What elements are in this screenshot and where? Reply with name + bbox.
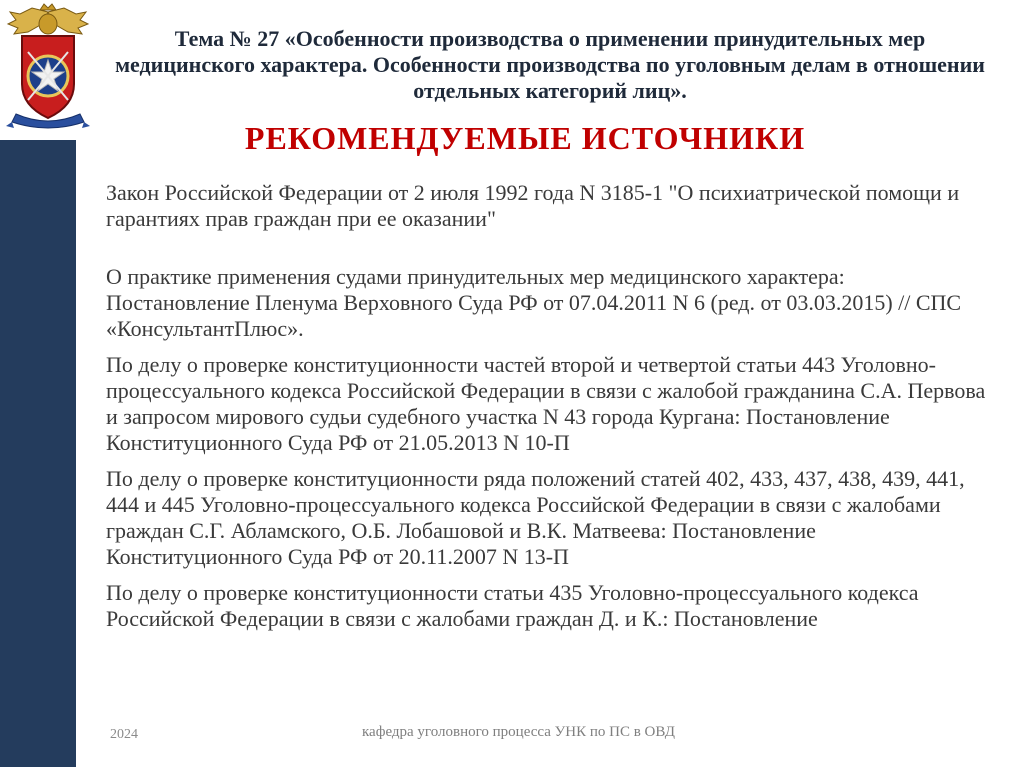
source-item: О практике применения судами принудительных мер медицинского характера: Постановление Пленума Верховного Суда РФ от 07.04.2011 N 6 (ред. от 03.03.2015) // СПС «КонсультантПлюс».: [106, 264, 962, 341]
source-item: По делу о проверке конституционности статьи 435 Уголовно-процессуального кодекса Российской Федерации в связи с жалобами граждан Д. и К.: Постановление: [106, 580, 919, 631]
page-title: Тема № 27 «Особенности производства о применении принудительных мер медицинского характера. Особенности производства по уголовным делам в отношении отдельных категорий лиц».: [115, 26, 985, 103]
source-item: По делу о проверке конституционности частей второй и четвертой статьи 443 Уголовно-процессуального кодекса Российской Федерации в связи с жалобой гражданина С.А. Первова и запросом мирового судьи судебного участка N 43 города Кургана: Постановление Конституционного Суда РФ от 21.05.2013 N 10-П: [106, 352, 986, 455]
footer-year: 2024: [110, 727, 138, 742]
source-item: По делу о проверке конституционности ряда положений статей 402, 433, 437, 438, 439, 441, 444 и 445 Уголовно-процессуального кодекса Российской Федерации в связи с жалобами граждан С.Г. Абламского, О.Б. Лобашовой и В.К. Матвеева: Постановление Конституционного Суда РФ от 20.11.2007 N 13-П: [106, 466, 965, 569]
footer-department: кафедра уголовного процесса УНК по ПС в ОВД: [362, 724, 676, 740]
side-decorative-bar: [0, 140, 76, 767]
sources-list: [106, 180, 991, 642]
source-item: Закон Российской Федерации от 2 июля 1992 года N 3185-1 "О психиатрической помощи и гарантиях прав граждан при ее оказании": [106, 180, 960, 231]
police-academy-emblem-icon: [2, 2, 94, 130]
section-heading: РЕКОМЕНДУЕМЫЕ ИСТОЧНИКИ: [244, 120, 806, 156]
